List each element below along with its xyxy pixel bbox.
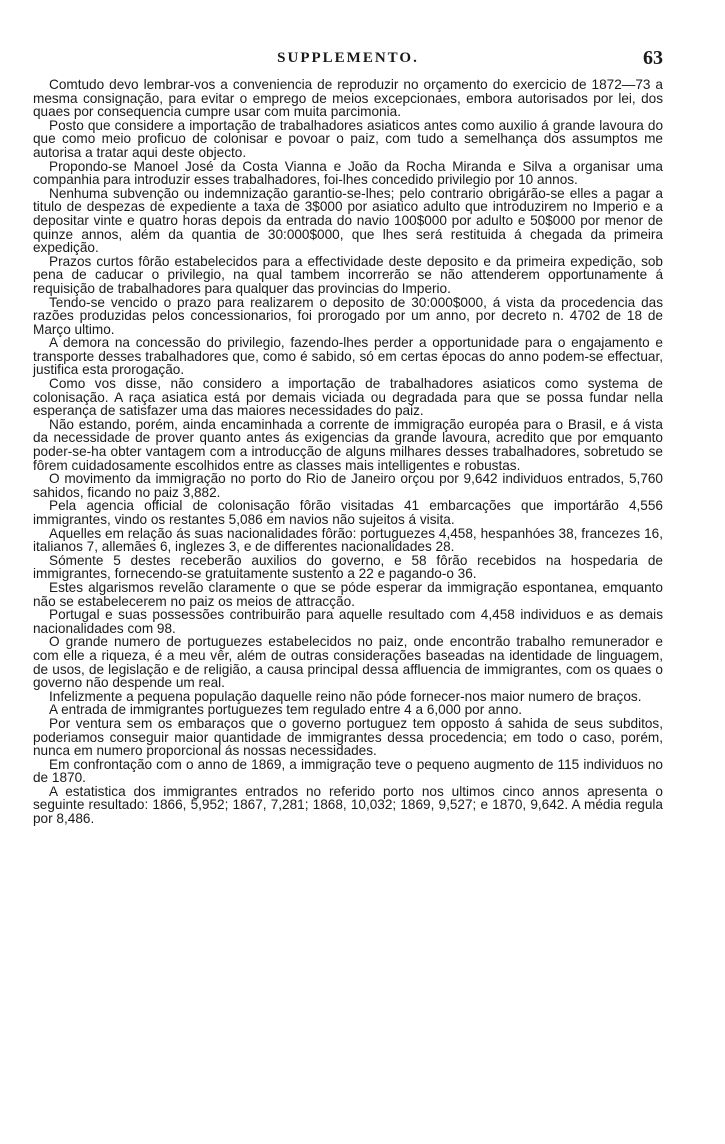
- paragraph: Não estando, porém, ainda encaminhada a corrente de immigração européa para o Brasil, e á vista da necessidade de prover quanto antes ás exigencias da grande lavoura, acredito que por emquanto poder-se-ha obter vantagem com a introducção de alguns milhares desses trabalhadores, sobretudo se fôrem cuidadosamente escolhidos entre as classes mais intelligentes e robustas.: [33, 416, 663, 473]
- paragraph: O movimento da immigração no porto do Rio de Janeiro orçou por 9,642 individuos entrados, 5,760 sahidos, ficando no paiz 3,882.: [33, 471, 663, 500]
- page-header: [33, 47, 663, 80]
- paragraph: Posto que considere a importação de trabalhadores asiaticos antes como auxilio á grande lavoura do que como meio proficuo de colonisar e povoar o paiz, com tudo a semelhança dos assumptos me autorisa a tratar aqui deste objecto.: [33, 117, 663, 160]
- paragraph: Aquelles em relação ás suas nacionalidades fôrão: portuguezes 4,458, hespanhóes 38, francezes 16, italianos 7, allemães 6, inglezes 3, e de differentes nacionalidades 28.: [33, 525, 663, 555]
- paragraph: Infelizmente a pequena população daquelle reino não póde fornecer-nos maior numero de braços.: [49, 688, 642, 704]
- paragraph: Por ventura sem os embaraços que o governo portuguez tem opposto á sahida de seus subditos, poderiamos conseguir maior quantidade de immigrantes dessa procedencia; em todo o caso, porém, nunca em numero proporcional ás nossas necessidades.: [33, 715, 663, 759]
- paragraph: Portugal e suas possessões contribuirão para aquelle resultado com 4,458 individuos e as demais nacionalidades com 98.: [33, 607, 663, 636]
- paragraph: Como vos disse, não considero a importação de trabalhadores asiaticos como systema de colonisação. A raça asiatica está por demais viciada ou degradada para que se possa fundar nella esperança de satisfazer uma das maiores necessidades do paiz.: [33, 376, 663, 419]
- paragraph: Comtudo devo lembrar-vos a conveniencia de reproduzir no orçamento do exercicio de 1872—73 a mesma consignação, para evitar o emprego de meios excepcionaes, embora autorisados por lei, dos quaes por consequencia cumpre usar com muita parcimonia.: [33, 77, 663, 120]
- paragraph: Nenhuma subvenção ou indemnização garantio-se-lhes; pelo contrario obrigárão-se elles a pagar a titulo de despezas de expediente a taxa de 3$000 por asiatico adulto que introduzirem no Imperio e a depositar vinte e quatro horas depois da entrada do navio 100$000 por adulto e 50$000 por menor de quinze annos, além da quantia de 30:000$000, que lhes será restituida á chegada da primeira expedição.: [33, 185, 663, 256]
- paragraph: O grande numero de portuguezes estabelecidos no paiz, onde encontrão trabalho remunerador e com elle a riqueza, é a meu vêr, além de outras considerações baseadas na identidade de linguagem, de usos, de legislação e de religião, a causa principal dessa affluencia de immigrantes, com os quaes o governo não despende um real.: [33, 634, 663, 691]
- document-body: [33, 78, 663, 826]
- paragraph: A entrada de immigrantes portuguezes tem regulado entre 4 a 6,000 por anno.: [49, 702, 523, 718]
- paragraph: Sómente 5 destes receberão auxilios do governo, e 58 fôrão recebidos na hospedaria de immigrantes, fornecendo-se gratuitamente sustento a 22 e pagando-o 36.: [33, 552, 663, 582]
- paragraph: A estatistica dos immigrantes entrados no referido porto nos ultimos cinco annos apresenta o seguinte resultado: 1866, 5,952; 1867, 7,281; 1868, 10,032; 1869, 9,527; e 1870, 9,642. A média regula por 8,486.: [33, 783, 663, 827]
- paragraph: Prazos curtos fôrão estabelecidos para a effectividade deste deposito e da primeira expedição, sob pena de caducar o privilegio, na qual tambem incorrerão se não attenderem opportunamente á requisição de trabalhadores para qualquer das provincias do Imperio.: [33, 253, 663, 296]
- paragraph: Propondo-se Manoel José da Costa Vianna e João da Rocha Miranda e Silva a organisar uma companhia para introduzir esses trabalhadores, foi-lhes concedido privilegio por 10 annos.: [33, 158, 663, 188]
- running-title: SUPPLEMENTO.: [277, 50, 419, 66]
- paragraph: A demora na concessão do privilegio, fazendo-lhes perder a opportunidade para o engajamento e transporte desses trabalhadores que, como é sabido, só em certas épocas do anno podem-se effectuar, justifica esta prorogação.: [33, 335, 663, 378]
- paragraph: Em confrontação com o anno de 1869, a immigração teve o pequeno augmento de 115 individuos no de 1870.: [33, 756, 663, 786]
- paragraph: Estes algarismos revelão claramente o que se póde esperar da immigração espontanea, emquanto não se estabelecerem no paiz os meios de attracção.: [33, 579, 663, 609]
- paragraph: Pela agencia official de colonisação fôrão visitadas 41 embarcações que importárão 4,556 immigrantes, vindo os restantes 5,086 em navios não sujeitos á visita.: [33, 498, 663, 527]
- page-number: 63: [643, 47, 663, 69]
- paragraph: Tendo-se vencido o prazo para realizarem o deposito de 30:000$000, á vista da procedencia das razões produzidas pelos concessionarios, foi prorogado por um anno, por decreto n. 4702 de 18 de Março ultimo.: [33, 294, 663, 337]
